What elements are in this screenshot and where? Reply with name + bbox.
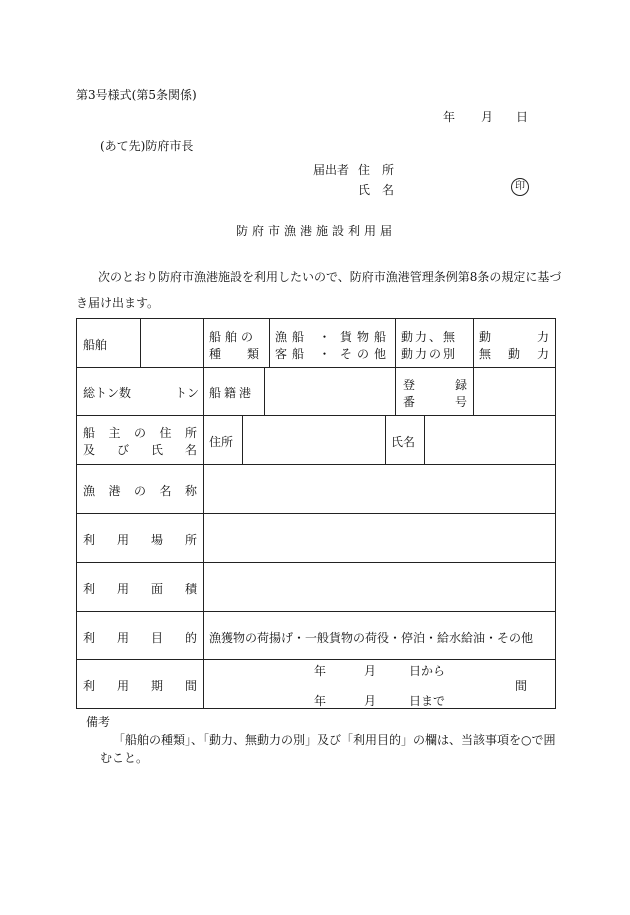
power-option-powered[interactable]: 動力 <box>479 330 549 344</box>
addressee: (あて先)防府市長 <box>100 139 194 153</box>
use-period-label: 利用期間 <box>83 679 197 693</box>
tonnage-label: 総トン数 <box>83 386 132 400</box>
date-year-label: 年 <box>443 110 456 124</box>
vessel-type-label-line2-text: 種類 <box>209 347 286 361</box>
period-start-day: 日から <box>409 664 446 678</box>
intro-line-1: 次のとおり防府市漁港施設を利用したいので、防府市漁港管理条例第8条の規定に基づ <box>98 270 562 284</box>
registration-label-line2: 番号 <box>403 395 467 409</box>
period-end-year: 年 <box>314 694 327 708</box>
home-port-field[interactable] <box>264 367 396 416</box>
purpose-options[interactable]: 漁獲物の荷揚げ・一般貨物の荷役・停泊・給水給油・その他 <box>209 631 534 645</box>
date-day-label: 日 <box>516 110 529 124</box>
port-name-field[interactable] <box>203 464 556 514</box>
power-label-line1: 動力、無 <box>401 330 458 344</box>
owner-label-line1: 船主の住所 <box>83 426 197 440</box>
date-month-label: 月 <box>481 110 494 124</box>
vessel-type-label-line1: 船舶の <box>209 330 258 344</box>
notes-heading: 備考 <box>86 715 111 729</box>
owner-label-line2: 及び氏名 <box>83 443 197 457</box>
owner-address-label: 住所 <box>209 435 234 449</box>
use-purpose-label: 利用目的 <box>83 631 197 645</box>
use-area-label: 利用面積 <box>83 582 197 596</box>
notes-line-1: 「船舶の種類」、「動力、無動力の別」及び「利用目的」の欄は、当該事項を○で囲 <box>113 733 556 747</box>
name-label: 氏 名 <box>358 183 395 197</box>
owner-name-label: 氏名 <box>391 435 416 449</box>
vessel-label <box>83 336 133 353</box>
use-period-field[interactable] <box>203 659 556 709</box>
form-number: 第3号様式(第5条関係) <box>76 88 197 102</box>
type-separator-1: ・ <box>318 330 331 344</box>
power-label-line2: 動力の別 <box>401 347 458 361</box>
registration-label-line1: 登録 <box>403 378 467 392</box>
type-fishing[interactable]: 漁船 <box>275 330 310 344</box>
seal-mark: 印 <box>511 178 529 196</box>
form-title: 防府市漁港施設利用届 <box>236 224 397 238</box>
use-area-field[interactable] <box>203 562 556 612</box>
vessel-types-row2 <box>275 345 391 362</box>
vessel-label-text: 船舶 <box>83 338 108 352</box>
notes-line-2: むこと。 <box>100 751 149 765</box>
intro-line-2: き届け出ます。 <box>76 296 160 310</box>
type-cargo[interactable]: 貨物船 <box>339 330 391 344</box>
owner-name-field[interactable] <box>424 415 556 465</box>
registration-field[interactable] <box>473 367 556 416</box>
period-start-month: 月 <box>364 664 377 678</box>
vessel-type-label-line2 <box>209 345 286 362</box>
period-end-month: 月 <box>364 694 377 708</box>
address-label: 住 所 <box>358 163 395 177</box>
period-start-year: 年 <box>314 664 327 678</box>
vessel-name-field[interactable] <box>140 318 204 368</box>
period-duration-unit: 間 <box>515 679 528 693</box>
type-separator-2: ・ <box>318 347 331 361</box>
use-location-field[interactable] <box>203 513 556 563</box>
home-port-label: 船籍港 <box>209 386 255 400</box>
power-option-unpowered[interactable]: 無動力 <box>479 347 549 361</box>
applicant-label: 届出者 <box>313 163 350 177</box>
use-location-label: 利用場所 <box>83 533 197 547</box>
owner-address-field[interactable] <box>242 415 386 465</box>
ton-unit: トン <box>175 386 200 400</box>
period-end-day: 日まで <box>409 694 446 708</box>
vessel-types-row1 <box>275 328 391 345</box>
type-passenger[interactable]: 客船 <box>275 347 310 361</box>
port-name-label: 漁港の名称 <box>83 484 197 498</box>
type-other[interactable]: その他 <box>339 347 391 361</box>
